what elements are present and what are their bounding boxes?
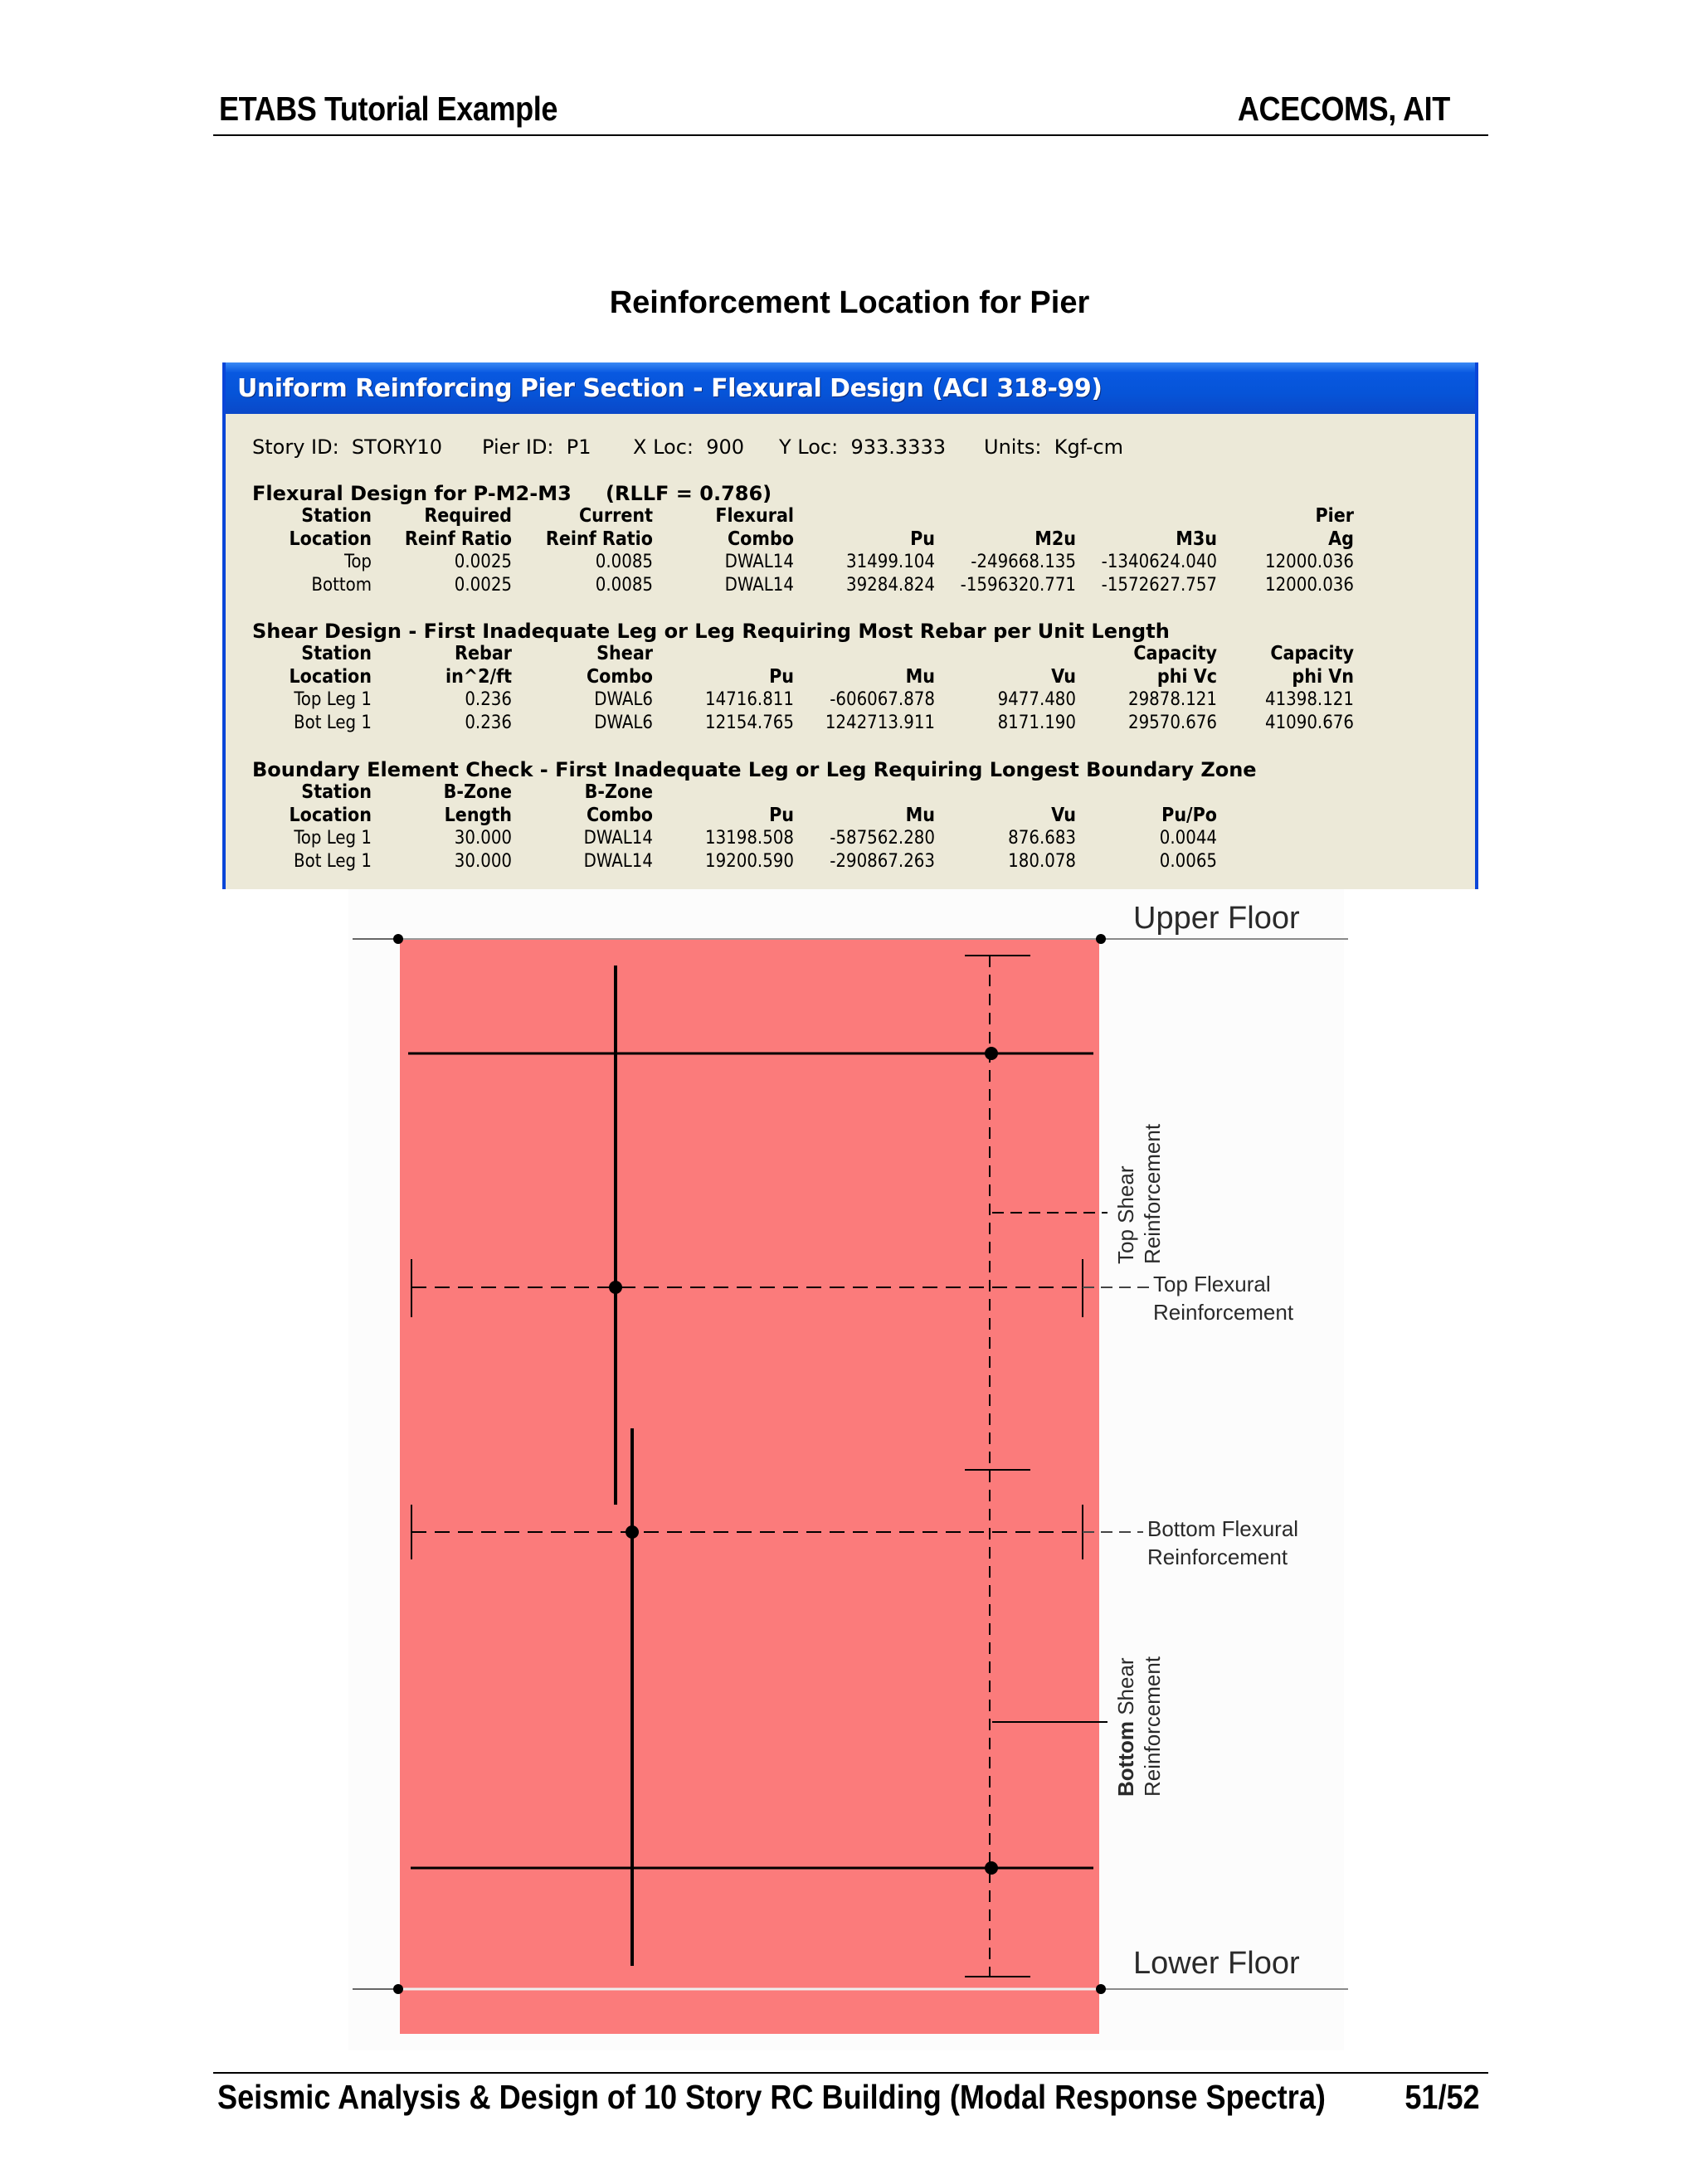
shear-cell-1-7: 41090.676 — [1264, 713, 1354, 733]
shear-header-2-1: in^2/ft — [445, 666, 512, 688]
shear-cell-1-6: 29570.676 — [1127, 713, 1217, 733]
lower-floor-node-left — [393, 1984, 403, 1994]
bottom-shear-label-2: Reinforcement — [1140, 1656, 1165, 1797]
boundary-cell-1-1: 30.000 — [454, 851, 512, 872]
shear-header-2-0: Location — [289, 666, 372, 688]
flexural-cell-1-0: Bottom — [311, 575, 372, 596]
flexural-cell-1-1: 0.0025 — [454, 575, 512, 596]
flexural-header-2-0: Location — [289, 528, 372, 550]
boundary-cell-0-6: 0.0044 — [1159, 828, 1217, 849]
boundary-header-1-2: B-Zone — [584, 781, 653, 803]
lower-floor-label: Lower Floor — [1133, 1946, 1300, 1981]
boundary-cell-1-4: -290867.263 — [830, 851, 935, 872]
top-flexural-node — [609, 1281, 622, 1294]
flexural-cell-1-3: DWAL14 — [724, 575, 794, 596]
flexural-cell-1-7: 12000.036 — [1264, 575, 1354, 596]
shear-cell-0-4: -606067.878 — [830, 689, 935, 710]
flexural-heading: Flexural Design for P-M2-M3 — [252, 482, 572, 505]
flexural-cell-0-1: 0.0025 — [454, 552, 512, 572]
shear-cell-0-7: 41398.121 — [1264, 689, 1354, 710]
figure-title: Reinforcement Location for Pier — [609, 285, 1090, 320]
boundary-cell-1-3: 19200.590 — [704, 851, 794, 872]
footer-title: Seismic Analysis & Design of 10 Story RC Building (Modal Response Spectra) — [217, 2078, 1326, 2116]
boundary-cell-0-4: -587562.280 — [830, 828, 935, 849]
boundary-cell-0-5: 876.683 — [1008, 828, 1076, 849]
shear-cell-1-5: 8171.190 — [997, 713, 1076, 733]
boundary-header-1-1: B-Zone — [443, 781, 512, 803]
x-loc: X Loc: 900 — [633, 435, 745, 459]
boundary-cell-0-1: 30.000 — [454, 828, 512, 849]
boundary-heading: Boundary Element Check - First Inadequate Leg or Leg Requiring Longest Boundary Zone — [252, 758, 1257, 781]
flexural-cell-0-0: Top — [343, 552, 372, 572]
upper-floor-node-right — [1096, 934, 1106, 944]
boundary-header-2-0: Location — [289, 805, 372, 826]
pier-diagram-svg — [0, 889, 1699, 2050]
flexural-cell-0-7: 12000.036 — [1264, 552, 1354, 572]
flexural-header-1-2: Current — [578, 505, 653, 527]
flexural-cell-0-5: -249668.135 — [971, 552, 1076, 572]
dialog-title: Uniform Reinforcing Pier Section - Flexural Design (ACI 318-99) — [237, 374, 1103, 403]
top-shear-label-2: Reinforcement — [1140, 1123, 1165, 1264]
boundary-cell-0-2: DWAL14 — [583, 828, 653, 849]
flexural-header-2-4: Pu — [910, 528, 935, 550]
top-flexural-label-2: Reinforcement — [1153, 1300, 1294, 1325]
page-number: 51/52 — [1404, 2078, 1480, 2116]
shear-header-1-3: Capacity — [1133, 643, 1217, 664]
header-org: ACECOMS, AIT — [1238, 90, 1450, 128]
shear-header-2-2: Combo — [587, 666, 653, 688]
pier-diagram — [0, 889, 1699, 2050]
shear-header-2-5: Vu — [1051, 666, 1076, 688]
shear-header-2-7: phi Vn — [1292, 666, 1354, 688]
header-title: ETABS Tutorial Example — [219, 90, 557, 128]
flexural-header-2-1: Reinf Ratio — [404, 528, 512, 550]
flexural-header-2-6: M3u — [1176, 528, 1217, 550]
shear-cell-0-2: DWAL6 — [594, 689, 653, 710]
top-shear-label-1: Top Shear — [1113, 1165, 1138, 1264]
shear-header-1-4: Capacity — [1270, 643, 1354, 664]
boundary-header-1-0: Station — [301, 781, 372, 803]
flexural-header-2-5: M2u — [1034, 528, 1076, 550]
flexural-cell-1-4: 39284.824 — [845, 575, 935, 596]
bottom-flexural-label-1: Bottom Flexural — [1147, 1516, 1299, 1541]
shear-cell-0-3: 14716.811 — [704, 689, 794, 710]
flexural-header-2-3: Combo — [728, 528, 794, 550]
shear-cell-1-0: Bot Leg 1 — [294, 713, 372, 733]
shear-header-1-0: Station — [301, 643, 372, 664]
shear-cell-0-5: 9477.480 — [997, 689, 1076, 710]
boundary-cell-1-2: DWAL14 — [583, 851, 653, 872]
footer-rule — [213, 2072, 1488, 2074]
flexural-cell-0-2: 0.0085 — [595, 552, 653, 572]
boundary-header-2-1: Length — [444, 805, 512, 826]
flexural-header-1-1: Required — [424, 505, 512, 527]
flexural-cell-1-6: -1572627.757 — [1101, 575, 1217, 596]
top-flexural-label-1: Top Flexural — [1153, 1272, 1271, 1296]
shear-cell-1-4: 1242713.911 — [825, 713, 935, 733]
flexural-cell-1-5: -1596320.771 — [960, 575, 1076, 596]
flexural-header-2-7: Ag — [1328, 528, 1354, 550]
shear-cell-0-1: 0.236 — [465, 689, 512, 710]
flexural-cell-0-3: DWAL14 — [724, 552, 794, 572]
bottom-shear-label-1 — [1113, 1657, 1138, 1797]
shear-cell-0-0: Top Leg 1 — [294, 689, 372, 710]
boundary-header-2-5: Vu — [1051, 805, 1076, 826]
lower-floor-node-right — [1096, 1984, 1106, 1994]
flexural-header-1-3: Flexural — [715, 505, 794, 527]
units: Units: Kgf-cm — [984, 435, 1124, 459]
boundary-header-2-2: Combo — [587, 805, 653, 826]
shear-header-2-4: Mu — [905, 666, 935, 688]
shear-cell-1-2: DWAL6 — [594, 713, 653, 733]
boundary-cell-1-5: 180.078 — [1008, 851, 1076, 872]
pier-design-dialog — [222, 362, 1478, 889]
shear-heading: Shear Design - First Inadequate Leg or Leg Requiring Most Rebar per Unit Length — [252, 620, 1170, 643]
flexural-cell-0-6: -1340624.040 — [1101, 552, 1217, 572]
flexural-cell-0-4: 31499.104 — [845, 552, 935, 572]
flexural-header-1-0: Station — [301, 505, 372, 527]
boundary-header-2-4: Mu — [905, 805, 935, 826]
bottom-shear-label-bold: Bottom — [1113, 1721, 1138, 1797]
flexural-header-1-4: Pier — [1315, 505, 1354, 527]
upper-floor-label: Upper Floor — [1133, 901, 1300, 936]
bottom-joint-node — [985, 1861, 998, 1875]
bottom-flexural-node — [626, 1525, 639, 1539]
flexural-cell-1-2: 0.0085 — [595, 575, 653, 596]
flexural-header-2-2: Reinf Ratio — [545, 528, 653, 550]
shear-cell-1-1: 0.236 — [465, 713, 512, 733]
story-id: Story ID: STORY10 — [252, 435, 443, 459]
bottom-flexural-label-2: Reinforcement — [1147, 1544, 1288, 1569]
shear-header-2-6: phi Vc — [1156, 666, 1217, 688]
shear-header-1-2: Shear — [596, 643, 653, 664]
shear-header-2-3: Pu — [769, 666, 794, 688]
boundary-header-2-3: Pu — [769, 805, 794, 826]
top-joint-node — [985, 1047, 998, 1060]
shear-header-1-1: Rebar — [455, 643, 512, 664]
shear-cell-1-3: 12154.765 — [704, 713, 794, 733]
y-loc: Y Loc: 933.3333 — [779, 435, 946, 459]
rllf-value: (RLLF = 0.786) — [606, 482, 772, 505]
header-rule — [213, 134, 1488, 136]
pier-id: Pier ID: P1 — [482, 435, 591, 459]
dialog-titlebar[interactable] — [226, 362, 1475, 414]
boundary-cell-1-0: Bot Leg 1 — [294, 851, 372, 872]
shear-cell-0-6: 29878.121 — [1127, 689, 1217, 710]
boundary-cell-0-0: Top Leg 1 — [294, 828, 372, 849]
boundary-cell-1-6: 0.0065 — [1159, 851, 1217, 872]
boundary-cell-0-3: 13198.508 — [704, 828, 794, 849]
bottom-shear-label-rest: Shear — [1113, 1657, 1138, 1722]
boundary-header-2-6: Pu/Po — [1161, 805, 1217, 826]
upper-floor-node-left — [393, 934, 403, 944]
